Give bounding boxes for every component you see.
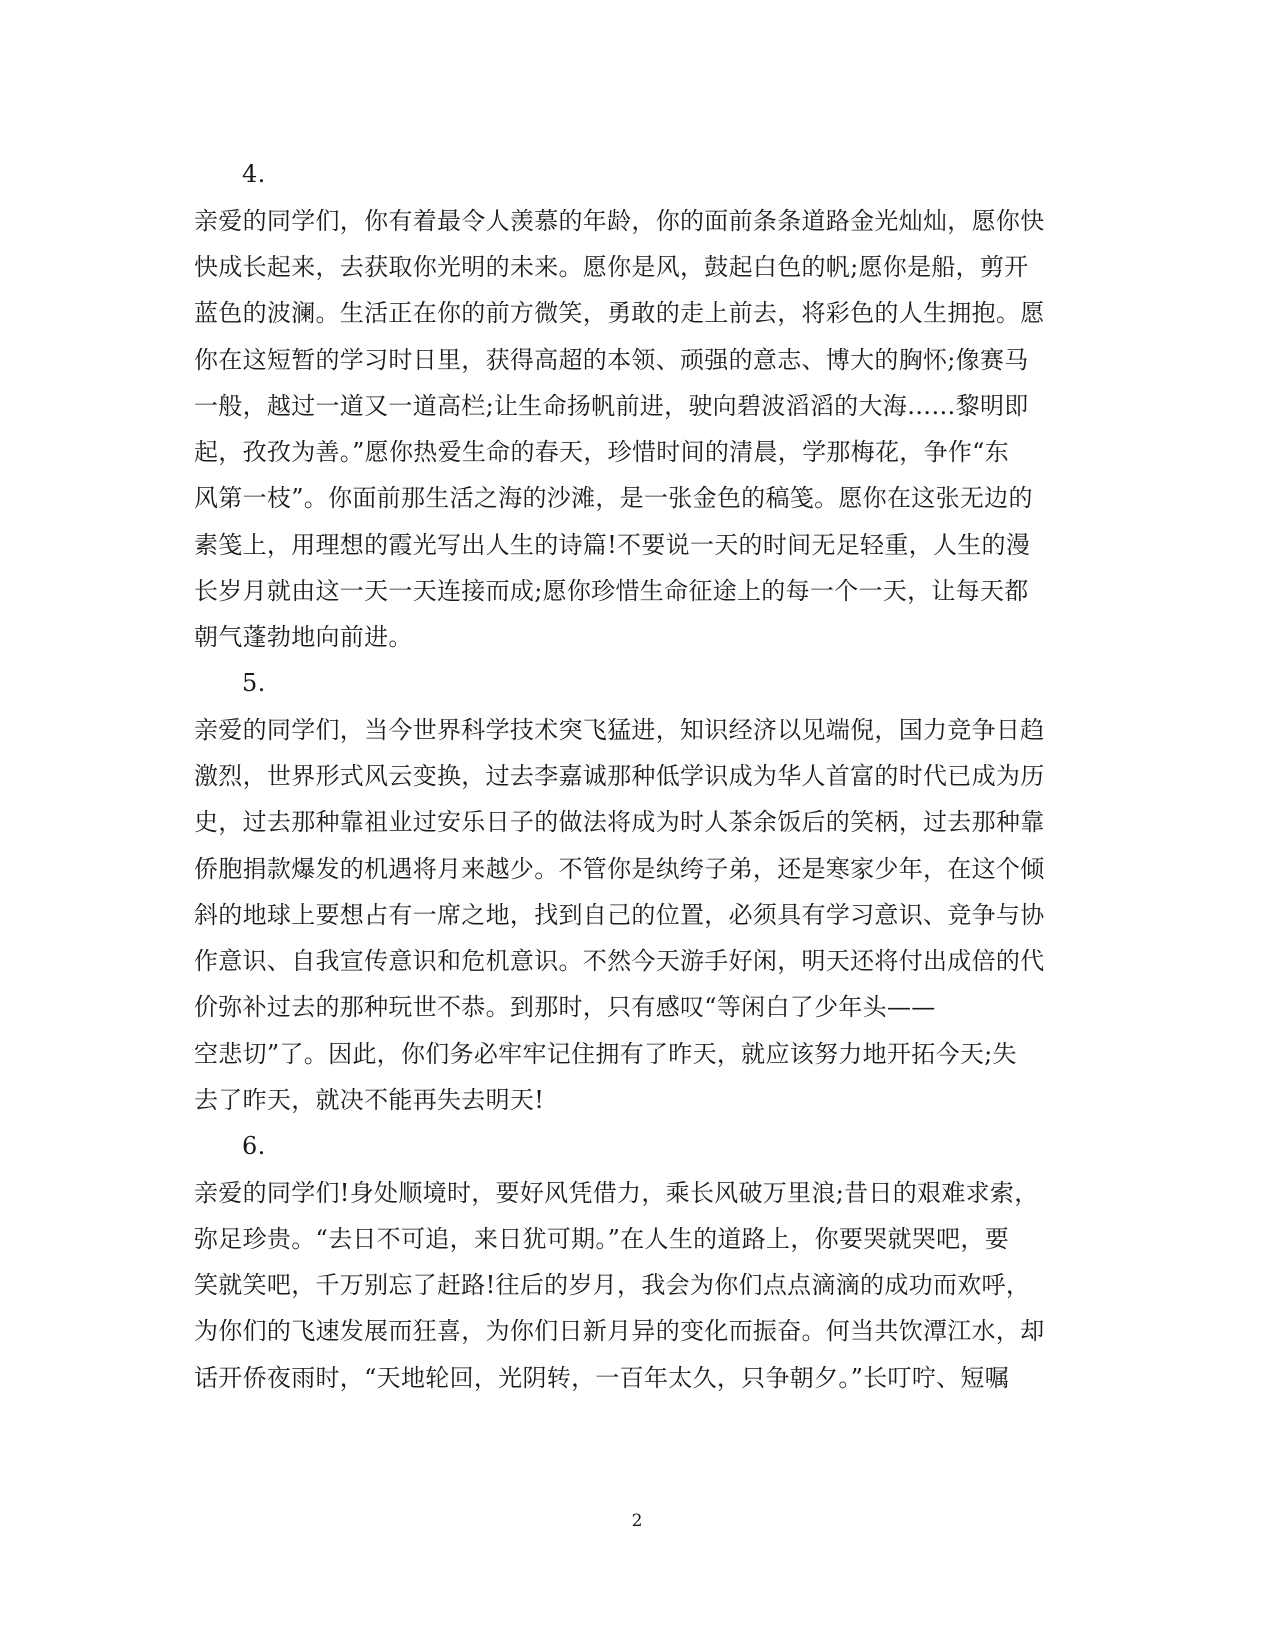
paragraph-line: 亲爱的同学们，你有着最令人羡慕的年龄，你的面前条条道路金光灿灿，愿你快: [194, 207, 1045, 235]
paragraph-line: 史，过去那种靠祖业过安乐日子的做法将成为时人茶余饭后的笑柄，过去那种靠: [194, 808, 1045, 836]
paragraph-line: 激烈，世界形式风云变换，过去李嘉诚那种低学识成为华人首富的时代已成为历: [194, 762, 1045, 790]
paragraph-line: 一般，越过一道又一道高栏;让生命扬帆前进，驶向碧波滔滔的大海……黎明即: [194, 392, 1029, 420]
section-number: 6.: [242, 1132, 266, 1160]
paragraph-line: 蓝色的波澜。生活正在你的前方微笑，勇敢的走上前去，将彩色的人生拥抱。愿: [194, 299, 1045, 327]
paragraph-line: 价弥补过去的那种玩世不恭。到那时，只有感叹“等闲白了少年头——: [194, 993, 936, 1021]
paragraph-line: 亲爱的同学们!身处顺境时，要好风凭借力，乘长风破万里浪;昔日的艰难求索，: [194, 1179, 1039, 1207]
paragraph-line: 笑就笑吧，千万别忘了赶路!往后的岁月，我会为你们点点滴滴的成功而欢呼，: [194, 1271, 1031, 1299]
page-number: 2: [631, 1511, 643, 1531]
paragraph-line: 去了昨天，就决不能再失去明天!: [194, 1086, 545, 1114]
paragraph-line: 侨胞捐款爆发的机遇将月来越少。不管你是纨绔子弟，还是寒家少年，在这个倾: [194, 855, 1045, 883]
paragraph-line: 你在这短暂的学习时日里，获得高超的本领、顽强的意志、博大的胸怀;像赛马: [194, 346, 1029, 374]
paragraph-line: 弥足珍贵。“去日不可追，来日犹可期。”在人生的道路上，你要哭就哭吧，要: [194, 1225, 1010, 1253]
paragraph-line: 斜的地球上要想占有一席之地，找到自己的位置，必须具有学习意识、竞争与协: [194, 901, 1045, 929]
paragraph-line: 快成长起来，去获取你光明的未来。愿你是风，鼓起白色的帆;愿你是船，剪开: [194, 253, 1029, 281]
section-number: 5.: [242, 669, 266, 697]
paragraph-line: 朝气蓬勃地向前进。: [194, 623, 413, 651]
paragraph-line: 长岁月就由这一天一天连接而成;愿你珍惜生命征途上的每一个一天，让每天都: [194, 577, 1029, 605]
paragraph-line: 作意识、自我宣传意识和危机意识。不然今天游手好闲，明天还将付出成倍的代: [194, 947, 1045, 975]
section-number: 4.: [242, 160, 266, 188]
paragraph-line: 为你们的飞速发展而狂喜，为你们日新月异的变化而振奋。何当共饮潭江水，却: [194, 1317, 1045, 1345]
paragraph-line: 空悲切”了。因此，你们务必牢牢记住拥有了昨天，就应该努力地开拓今天;失: [194, 1040, 1017, 1068]
paragraph-line: 起，孜孜为善。”愿你热爱生命的春天，珍惜时间的清晨，学那梅花，争作“东: [194, 438, 1010, 466]
paragraph-line: 风第一枝”。你面前那生活之海的沙滩，是一张金色的稿笺。愿你在这张无边的: [194, 484, 1033, 512]
paragraph-line: 素笺上，用理想的霞光写出人生的诗篇!不要说一天的时间无足轻重，人生的漫: [194, 531, 1031, 559]
paragraph-line: 亲爱的同学们，当今世界科学技术突飞猛进，知识经济以见端倪，国力竞争日趋: [194, 716, 1045, 744]
paragraph-line: 话开侨夜雨时，“天地轮回，光阴转，一百年太久，只争朝夕。”长叮咛、短嘱: [194, 1364, 1010, 1392]
